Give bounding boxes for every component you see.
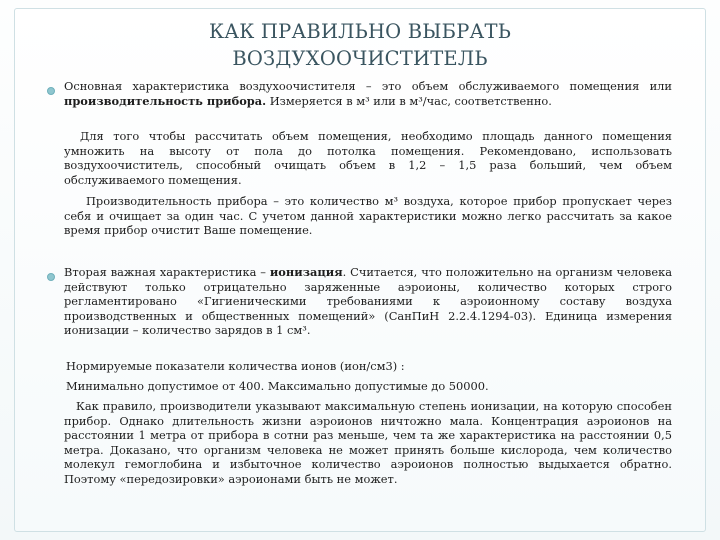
bullet-2-paragraph-1: [64, 265, 672, 338]
title-line-2: ВОЗДУХООЧИСТИТЕЛЬ: [232, 47, 488, 70]
bullet-2-paragraph-3: [64, 379, 672, 394]
bullet-2-strong: ионизация: [269, 265, 343, 279]
bullet-1-text-end: Измеряется в м³ или в м³/час, соответственно.: [266, 93, 552, 108]
bullet-2-text-start: Вторая важная характеристика –: [64, 265, 270, 279]
bullet-1-p2-text: Для того чтобы рассчитать объем помещения, необходимо площадь данного помещения умножить на высоту от пола до потолка помещения. Рекомендовано, использовать воздухоочиститель, способный очищать объем в 1,2 – 1,5 раза больший, чем объем обслуживаемого помещения.: [64, 129, 672, 187]
bullet-1-text-start: Основная характеристика воздухоочистителя – это объем обслуживаемого помещения или: [64, 79, 672, 93]
bullet-1-paragraph-2: [64, 129, 672, 187]
bullet-1-icon: [47, 87, 55, 95]
bullet-1-strong: производительность прибора.: [64, 93, 267, 108]
bullet-1-p3-text: Производительность прибора – это количество м³ воздуха, которое прибор пропускает через себя и очищает за один час. С учетом данной характеристики можно легко рассчитать за какое время прибор очистит Ваше помещение.: [64, 194, 672, 238]
bullet-2-paragraph-4: [64, 399, 672, 487]
bullet-2-paragraph-2: [64, 359, 672, 374]
bullet-1-paragraph-3: [64, 194, 672, 238]
bullet-1-paragraph-1: [64, 79, 672, 108]
bullet-2-p4-text: Как правило, производители указывают максимальную степень ионизации, на которую способен прибор. Однако длительность жизни аэроионов ничтожно мала. Концентрация аэроионов на расстоянии 1 метра от прибора в сотни раз меньше, чем та же характеристика на расстоянии 0,5 метра. Доказано, что организм человека не может принять больше кислорода, чем количество молекул гемоглобина и избыточное количество аэроионов полностью выдыхается обратно. Поэтому «передозировки» аэроионами быть не может.: [64, 399, 672, 486]
bullet-2-text-end: . Считается, что положительно на организм человека действуют только отрицательно заряженные аэроионы, количество которых строго регламентировано «Гигиеническими требованиями к аэроионному составу воздуха производственных и общественных помещений» (СанПиН 2.2.4.1294-03). Единица измерения ионизации – количество зарядов в 1 см³.: [64, 265, 672, 338]
bullet-2-icon: [47, 273, 55, 281]
bullet-2-p2-text: Нормируемые показатели количества ионов (ион/см3) :: [66, 359, 405, 373]
bullet-2-p3-text: Минимально допустимое от 400. Максимально допустимые до 50000.: [66, 379, 489, 393]
title-line-1: КАК ПРАВИЛЬНО ВЫБРАТЬ: [208, 20, 512, 43]
slide-title: [100, 18, 620, 72]
